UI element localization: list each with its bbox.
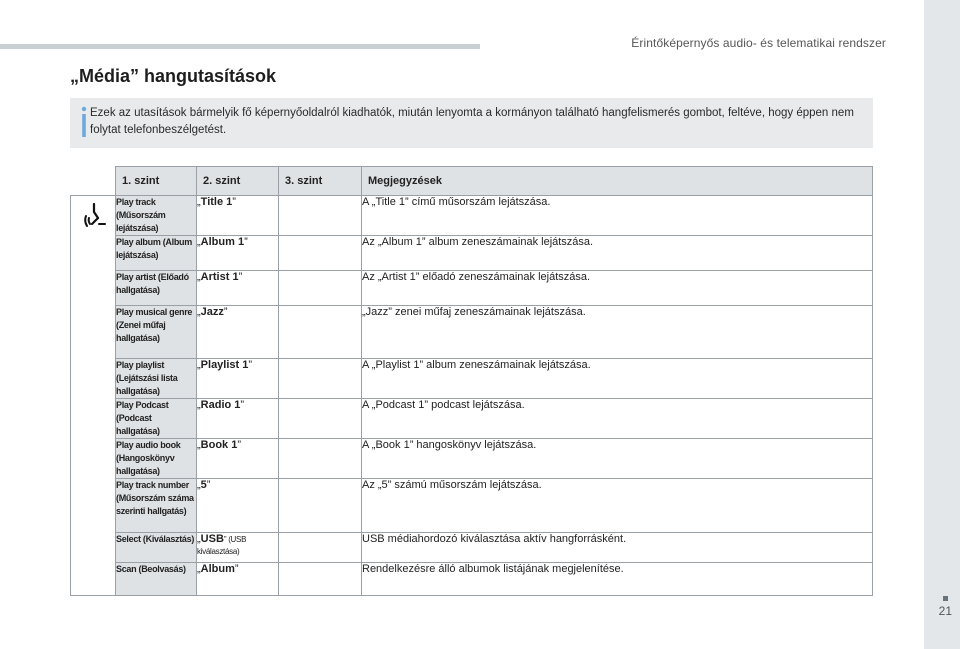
level1-cell: Play artist (Előadó hallgatása) bbox=[116, 271, 197, 306]
level2-value: Title 1 bbox=[200, 196, 233, 208]
header-rule bbox=[0, 44, 480, 49]
level1-cell: Play Podcast (Podcast hallgatása) bbox=[116, 399, 197, 439]
level2-close-quote: ” bbox=[232, 196, 236, 208]
section-title: „Média” hangutasítások bbox=[70, 66, 277, 86]
level2-value: Artist 1 bbox=[200, 271, 239, 283]
voice-icon-cell bbox=[71, 196, 116, 596]
level2-open-quote: „ bbox=[197, 439, 201, 451]
level2-close-quote: ” bbox=[223, 306, 228, 318]
page-marker bbox=[943, 596, 948, 601]
level1-cell: Play album (Album lejátszása) bbox=[116, 236, 197, 271]
level2-open-quote: „ bbox=[197, 359, 201, 371]
level1-cell: Play track number (Műsorszám száma szerinti hallgatás) bbox=[116, 479, 197, 533]
level2-value: Jazz bbox=[200, 306, 224, 318]
level2-open-quote: „ bbox=[197, 236, 201, 248]
level2-cell bbox=[197, 563, 279, 596]
note-cell: Az „5” számú műsorszám lejátszása. bbox=[362, 479, 873, 533]
note-cell: A „Playlist 1” album zeneszámainak lejátszása. bbox=[362, 359, 873, 399]
level2-close-quote: ” bbox=[238, 271, 243, 283]
note-cell: A „Podcast 1” podcast lejátszása. bbox=[362, 399, 873, 439]
level2-close-quote: ” bbox=[234, 563, 239, 575]
header-spacer bbox=[71, 167, 116, 196]
level2-value: USB bbox=[200, 533, 224, 545]
level2-cell bbox=[197, 271, 279, 306]
note-cell: „Jazz” zenei műfaj zeneszámainak lejátszása. bbox=[362, 306, 873, 359]
level2-open-quote: „ bbox=[197, 271, 201, 283]
level1-cell: Play audio book (Hangoskönyv hallgatása) bbox=[116, 439, 197, 479]
column-header: 3. szint bbox=[279, 167, 362, 196]
level1-cell: Scan (Beolvasás) bbox=[116, 563, 197, 596]
level2-close-quote: ” bbox=[206, 479, 211, 491]
level2-cell bbox=[197, 479, 279, 533]
column-header: 1. szint bbox=[116, 167, 197, 196]
note-cell: Rendelkezésre álló albumok listájának megjelenítése. bbox=[362, 563, 873, 596]
level3-cell bbox=[279, 563, 362, 596]
level2-cell bbox=[197, 439, 279, 479]
voice-command-table bbox=[70, 166, 873, 596]
level3-cell bbox=[279, 399, 362, 439]
level2-value: Playlist 1 bbox=[200, 359, 249, 371]
table-row bbox=[71, 236, 873, 271]
level2-open-quote: „ bbox=[197, 399, 201, 411]
level2-open-quote: „ bbox=[197, 479, 201, 491]
column-header: 2. szint bbox=[197, 167, 279, 196]
page-number: 21 bbox=[938, 604, 952, 618]
level1-cell: Play track (Műsorszám lejátszása) bbox=[116, 196, 197, 236]
table-row bbox=[71, 359, 873, 399]
table-row bbox=[71, 563, 873, 596]
level1-cell: Play musical genre (Zenei műfaj hallgatása) bbox=[116, 306, 197, 359]
table-row bbox=[71, 479, 873, 533]
level2-value: Album 1 bbox=[200, 236, 245, 248]
note-cell: Az „Album 1” album zeneszámainak lejátszása. bbox=[362, 236, 873, 271]
voice-command-icon bbox=[83, 202, 107, 230]
page-header-title: Érintőképernyős audio- és telematikai rendszer bbox=[631, 36, 886, 50]
level2-cell bbox=[197, 359, 279, 399]
level2-open-quote: „ bbox=[197, 306, 201, 318]
table-header-row bbox=[71, 167, 873, 196]
level2-close-quote: ” (USB kiválasztása) bbox=[197, 535, 247, 556]
table-row bbox=[71, 306, 873, 359]
level2-close-quote: ” bbox=[244, 236, 248, 248]
level2-cell bbox=[197, 236, 279, 271]
level3-cell bbox=[279, 533, 362, 563]
side-band bbox=[924, 0, 960, 649]
note-cell: Az „Artist 1” előadó zeneszámainak lejátszása. bbox=[362, 271, 873, 306]
level3-cell bbox=[279, 236, 362, 271]
level2-cell bbox=[197, 196, 279, 236]
table-row bbox=[71, 439, 873, 479]
info-box bbox=[70, 98, 873, 148]
level3-cell bbox=[279, 439, 362, 479]
level2-close-quote: ” bbox=[248, 359, 253, 371]
level2-value: Album bbox=[200, 563, 235, 575]
table-row bbox=[71, 533, 873, 563]
table-row bbox=[71, 196, 873, 236]
level1-cell: Select (Kiválasztás) bbox=[116, 533, 197, 563]
level2-open-quote: „ bbox=[197, 196, 201, 208]
level2-open-quote: „ bbox=[197, 563, 201, 575]
table-row bbox=[71, 399, 873, 439]
level2-open-quote: „ bbox=[197, 533, 201, 545]
level3-cell bbox=[279, 359, 362, 399]
info-text: Ezek az utasítások bármelyik fő képernyőoldalról kiadhatók, miután lenyomta a kormányon található hangfelismerés gombot, feltéve, hogy éppen nem folytat telefonbeszélgetést. bbox=[90, 107, 854, 136]
level2-close-quote: ” bbox=[240, 399, 245, 411]
level2-close-quote: ” bbox=[237, 439, 242, 451]
column-header: Megjegyzések bbox=[362, 167, 873, 196]
note-cell: A „Title 1” című műsorszám lejátszása. bbox=[362, 196, 873, 236]
level3-cell bbox=[279, 196, 362, 236]
level2-value: 5 bbox=[200, 479, 207, 491]
level3-cell bbox=[279, 306, 362, 359]
note-cell: A „Book 1” hangoskönyv lejátszása. bbox=[362, 439, 873, 479]
level2-value: Radio 1 bbox=[200, 399, 241, 411]
table-row bbox=[71, 271, 873, 306]
level3-cell bbox=[279, 479, 362, 533]
level2-cell bbox=[197, 306, 279, 359]
level3-cell bbox=[279, 271, 362, 306]
note-cell: USB médiahordozó kiválasztása aktív hangforrásként. bbox=[362, 533, 873, 563]
level2-value: Book 1 bbox=[200, 439, 238, 451]
level2-cell bbox=[197, 399, 279, 439]
level1-cell: Play playlist (Lejátszási lista hallgatása) bbox=[116, 359, 197, 399]
level2-cell bbox=[197, 533, 279, 563]
